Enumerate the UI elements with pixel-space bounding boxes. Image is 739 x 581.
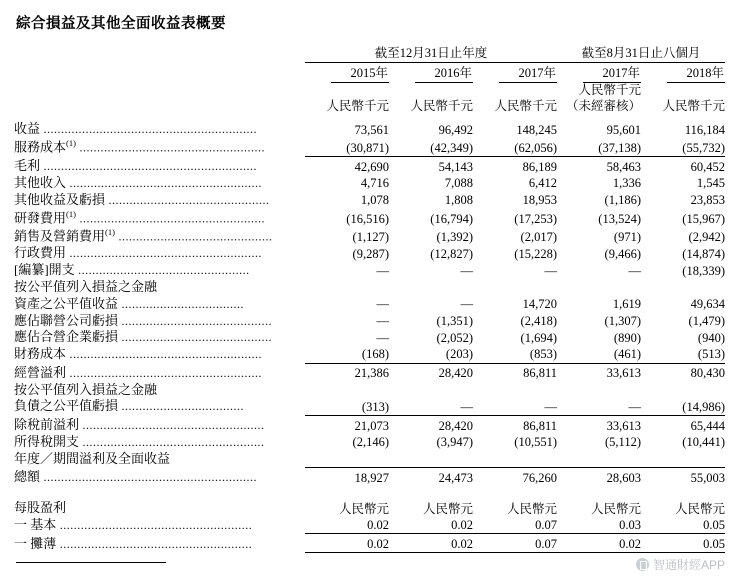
eps-closing-cell bbox=[473, 552, 557, 556]
eps-unit: 人民幣元 bbox=[590, 501, 641, 516]
app-logo-icon bbox=[636, 558, 649, 571]
row-value: — bbox=[544, 399, 557, 414]
leader-dots: ................................... bbox=[118, 296, 245, 311]
row-value: 95,601 bbox=[606, 122, 641, 137]
row-value bbox=[305, 451, 389, 468]
row-value: 7,088 bbox=[444, 176, 473, 191]
row-label bbox=[14, 138, 305, 156]
row-label-text: 按公平值列入損益之金融 bbox=[14, 381, 158, 397]
row-value: (15,967) bbox=[682, 211, 725, 226]
eps-value: 0.02 bbox=[367, 517, 389, 532]
row-value: (1,351) bbox=[436, 314, 473, 329]
footnote-marker: (1) bbox=[105, 226, 115, 237]
eps-unit: 人民幣元 bbox=[506, 501, 557, 516]
row-value bbox=[557, 382, 641, 399]
eps-value: 0.03 bbox=[619, 517, 641, 532]
row-value: 21,386 bbox=[305, 363, 389, 381]
table-row bbox=[14, 279, 725, 296]
row-value: (9,466) bbox=[604, 246, 641, 261]
row-value: — bbox=[544, 263, 557, 278]
row-value: — bbox=[460, 297, 473, 312]
table-row bbox=[14, 138, 725, 156]
table-row bbox=[14, 382, 725, 399]
row-value bbox=[473, 382, 557, 399]
table-row bbox=[14, 245, 725, 262]
row-value: (1,694) bbox=[520, 331, 557, 346]
row-label bbox=[14, 245, 305, 262]
row-value bbox=[389, 382, 473, 399]
row-value: — bbox=[376, 314, 389, 329]
row-value bbox=[641, 451, 725, 468]
eps-header-label: 每股盈利 bbox=[14, 499, 67, 515]
row-value: (1,127) bbox=[352, 229, 389, 244]
watermark bbox=[636, 556, 725, 573]
row-value: (203) bbox=[445, 347, 473, 362]
row-label bbox=[14, 468, 305, 486]
page-title: 綜合損益及其他全面收益表概要 bbox=[16, 16, 226, 32]
eps-section-spacer bbox=[14, 486, 725, 500]
eps-closing-cell bbox=[389, 552, 473, 556]
eps-value: 0.02 bbox=[557, 534, 641, 553]
row-value: (16,516) bbox=[346, 211, 389, 226]
leader-dots: ....................................................... bbox=[66, 347, 263, 362]
financial-summary-rows bbox=[14, 121, 725, 556]
group-header-annual: 截至12月31日止年度 bbox=[305, 43, 557, 63]
table-row bbox=[14, 175, 725, 192]
row-label-text: 應佔合營企業虧損 bbox=[14, 329, 119, 345]
row-value: 28,420 bbox=[389, 363, 473, 381]
row-value: (37,138) bbox=[598, 140, 641, 155]
table-row bbox=[14, 363, 725, 381]
row-value: 28,603 bbox=[557, 468, 641, 486]
row-value bbox=[641, 382, 725, 399]
eps-unit: 人民幣元 bbox=[674, 501, 725, 516]
row-value: 1,078 bbox=[360, 193, 389, 208]
row-value: — bbox=[460, 399, 473, 414]
eps-value: 0.02 bbox=[451, 517, 473, 532]
row-value: 1,336 bbox=[612, 176, 641, 191]
row-value: 73,561 bbox=[354, 122, 389, 137]
row-value: (17,253) bbox=[514, 211, 557, 226]
row-value: 86,811 bbox=[473, 415, 557, 433]
row-value: 6,412 bbox=[528, 176, 557, 191]
table-row bbox=[14, 415, 725, 433]
unit-header-2015: 人民幣千元 bbox=[326, 98, 389, 113]
row-value: 65,444 bbox=[641, 415, 725, 433]
row-label bbox=[14, 313, 305, 330]
row-label-text: 資產之公平值收益 bbox=[14, 295, 119, 311]
row-label-text: 除稅前溢利 bbox=[14, 416, 80, 432]
unit-header-spacer bbox=[14, 83, 305, 114]
table-row bbox=[14, 313, 725, 330]
row-value: — bbox=[460, 263, 473, 278]
row-value: (853) bbox=[529, 347, 557, 362]
eps-row bbox=[14, 534, 725, 553]
row-value: (3,947) bbox=[436, 435, 473, 450]
leader-dots: ....................................................... bbox=[56, 517, 253, 532]
row-value: 86,189 bbox=[473, 156, 557, 174]
row-value: 116,184 bbox=[684, 122, 725, 137]
leader-dots: ............................................................. bbox=[40, 158, 258, 173]
table-unit-header-row bbox=[14, 83, 725, 114]
row-value: 80,430 bbox=[641, 363, 725, 381]
row-value: (14,986) bbox=[682, 399, 725, 414]
row-value: — bbox=[376, 331, 389, 346]
row-value: (2,017) bbox=[520, 229, 557, 244]
leader-dots: .................................................... bbox=[79, 417, 265, 432]
year-header-2017-8m: 2017年 bbox=[557, 63, 641, 83]
table-row bbox=[14, 192, 725, 209]
row-label bbox=[14, 175, 305, 192]
row-value: 86,811 bbox=[473, 363, 557, 381]
row-label-text: 財務成本 bbox=[14, 346, 67, 362]
row-label-text: 其他收入 bbox=[14, 174, 67, 190]
row-label bbox=[14, 156, 305, 174]
row-value: 58,463 bbox=[557, 156, 641, 174]
row-label bbox=[14, 329, 305, 346]
row-label-text: 應佔聯營公司虧損 bbox=[14, 312, 119, 328]
row-value bbox=[641, 279, 725, 296]
row-value: 1,619 bbox=[612, 297, 641, 312]
row-value: 60,452 bbox=[641, 156, 725, 174]
unit-header-2017: 人民幣千元 bbox=[494, 98, 558, 113]
row-value: (5,112) bbox=[605, 435, 641, 450]
row-value: (1,392) bbox=[436, 229, 473, 244]
row-label-text: 行政費用 bbox=[14, 244, 67, 260]
row-label-text: 服務成本 bbox=[14, 139, 67, 155]
row-value: (13,524) bbox=[598, 211, 641, 226]
row-value: — bbox=[376, 297, 389, 312]
eps-value: 0.02 bbox=[389, 534, 473, 553]
table-row bbox=[14, 209, 725, 227]
row-value: (2,052) bbox=[436, 331, 473, 346]
row-label bbox=[14, 517, 305, 534]
row-value: 148,245 bbox=[516, 122, 557, 137]
row-value: (2,942) bbox=[688, 229, 725, 244]
row-value bbox=[305, 279, 389, 296]
row-label-text: 一 基本 bbox=[14, 516, 57, 532]
row-value bbox=[473, 279, 557, 296]
eps-closing-spacer bbox=[14, 552, 305, 556]
table-body bbox=[14, 114, 725, 121]
unit-header-2018-8m: 人民幣千元 bbox=[662, 98, 726, 113]
table-year-header-row bbox=[14, 63, 725, 83]
row-value: (16,794) bbox=[430, 211, 473, 226]
group-header-spacer bbox=[14, 43, 305, 63]
leader-dots: ....................................................... bbox=[66, 245, 263, 260]
row-value: 18,927 bbox=[305, 468, 389, 486]
table-row bbox=[14, 434, 725, 451]
table-group-header-row bbox=[14, 43, 725, 63]
row-label bbox=[14, 363, 305, 381]
eps-row bbox=[14, 517, 725, 534]
watermark-label: 智通財經APP bbox=[652, 558, 725, 572]
table-row bbox=[14, 227, 725, 245]
eps-unit: 人民幣元 bbox=[422, 501, 473, 516]
row-value: (55,732) bbox=[682, 140, 725, 155]
row-value: (9,287) bbox=[352, 246, 389, 261]
eps-value: 0.07 bbox=[535, 517, 557, 532]
row-value: (2,418) bbox=[520, 314, 557, 329]
row-value: 76,260 bbox=[473, 468, 557, 486]
unit-header-2017-8m: 人民幣千元 （未經審核） bbox=[566, 83, 642, 113]
row-label-text: 銷售及營銷費用 bbox=[14, 228, 106, 244]
year-header-2016: 2016年 bbox=[389, 63, 473, 83]
leader-dots: ................................................. bbox=[74, 262, 250, 277]
row-value bbox=[473, 451, 557, 468]
row-value: — bbox=[628, 263, 641, 278]
row-label bbox=[14, 451, 305, 468]
row-label bbox=[14, 279, 305, 296]
row-value: — bbox=[628, 399, 641, 414]
row-value: (1,186) bbox=[604, 193, 641, 208]
leader-dots: ........................................... bbox=[118, 330, 273, 345]
row-value bbox=[305, 382, 389, 399]
row-value: (42,349) bbox=[430, 140, 473, 155]
row-value: 96,492 bbox=[438, 122, 473, 137]
row-value: (10,441) bbox=[682, 435, 725, 450]
row-label bbox=[14, 227, 305, 245]
eps-closing-rule bbox=[14, 552, 725, 556]
footnote-marker: (1) bbox=[66, 138, 76, 149]
row-value: 4,716 bbox=[360, 176, 389, 191]
row-value: (10,551) bbox=[514, 435, 557, 450]
leader-dots: ........................................... bbox=[118, 313, 273, 328]
row-value: 49,634 bbox=[690, 297, 725, 312]
row-value: (1,479) bbox=[688, 314, 725, 329]
eps-unit: 人民幣元 bbox=[338, 501, 389, 516]
footnote-rule bbox=[16, 562, 166, 563]
leader-dots: ............................................................. bbox=[40, 122, 258, 137]
row-value: 1,545 bbox=[696, 176, 725, 191]
row-label-text: 一 攤薄 bbox=[14, 535, 57, 551]
row-value: — bbox=[376, 263, 389, 278]
row-value bbox=[557, 451, 641, 468]
eps-value: 0.05 bbox=[703, 517, 725, 532]
row-value bbox=[557, 279, 641, 296]
row-value: (62,056) bbox=[514, 140, 557, 155]
row-value: (313) bbox=[361, 399, 389, 414]
row-value: 33,613 bbox=[557, 363, 641, 381]
eps-value: 0.05 bbox=[641, 534, 725, 553]
row-label-text: [編纂]開支 bbox=[14, 261, 75, 277]
row-label bbox=[14, 192, 305, 209]
leader-dots: ..................................................... bbox=[75, 140, 265, 155]
row-label bbox=[14, 398, 305, 415]
row-value: 23,853 bbox=[690, 193, 725, 208]
row-value: (890) bbox=[613, 331, 641, 346]
row-value: (14,874) bbox=[682, 246, 725, 261]
row-value: (168) bbox=[361, 347, 389, 362]
header-body-spacer bbox=[14, 114, 725, 121]
row-value: 42,690 bbox=[305, 156, 389, 174]
row-label bbox=[14, 382, 305, 399]
row-value: (12,827) bbox=[430, 246, 473, 261]
leader-dots: .................................................... bbox=[79, 434, 265, 449]
row-value: (2,146) bbox=[352, 435, 389, 450]
row-label-text: 負債之公平值虧損 bbox=[14, 398, 119, 414]
leader-dots: .............................................. bbox=[105, 192, 270, 207]
table-row bbox=[14, 468, 725, 486]
row-value: 21,073 bbox=[305, 415, 389, 433]
financial-summary-table bbox=[14, 43, 725, 121]
row-value: (513) bbox=[697, 347, 725, 362]
table-row bbox=[14, 296, 725, 313]
row-label-text: 收益 bbox=[14, 121, 41, 137]
row-label-text: 毛利 bbox=[14, 157, 41, 173]
row-value: (1,307) bbox=[604, 314, 641, 329]
row-value: 18,953 bbox=[522, 193, 557, 208]
eps-closing-cell bbox=[305, 552, 389, 556]
row-label bbox=[14, 346, 305, 363]
leader-dots: ....................................................... bbox=[66, 175, 263, 190]
row-value: (461) bbox=[613, 347, 641, 362]
year-header-2018-8m: 2018年 bbox=[641, 63, 725, 83]
unit-header-2016: 人民幣千元 bbox=[410, 98, 473, 113]
row-value: 14,720 bbox=[522, 297, 557, 312]
row-value: (971) bbox=[613, 229, 641, 244]
leader-dots: ..................................................... bbox=[75, 210, 265, 225]
row-label bbox=[14, 415, 305, 433]
row-label-text: 總額 bbox=[14, 469, 41, 485]
row-value: 54,143 bbox=[389, 156, 473, 174]
row-value bbox=[389, 279, 473, 296]
footnote-marker: (1) bbox=[66, 208, 76, 219]
group-header-eight-months: 截至8月31日止八個月 bbox=[557, 43, 725, 63]
leader-dots: ....................................................... bbox=[66, 365, 263, 380]
row-value: 33,613 bbox=[557, 415, 641, 433]
row-value: (30,871) bbox=[346, 140, 389, 155]
row-value bbox=[389, 451, 473, 468]
table-row bbox=[14, 451, 725, 468]
eps-header-row bbox=[14, 500, 725, 517]
row-label-text: 其他收益及虧損 bbox=[14, 191, 106, 207]
row-value: 1,808 bbox=[444, 193, 473, 208]
table-row bbox=[14, 156, 725, 174]
row-label-text: 所得稅開支 bbox=[14, 433, 80, 449]
row-label bbox=[14, 209, 305, 227]
eps-closing-cell bbox=[557, 552, 641, 556]
table-row bbox=[14, 262, 725, 279]
row-label-text: 年度／期間溢利及全面收益 bbox=[14, 450, 171, 466]
table-row bbox=[14, 398, 725, 415]
table-row bbox=[14, 329, 725, 346]
eps-value: 0.07 bbox=[473, 534, 557, 553]
row-value: (18,339) bbox=[682, 263, 725, 278]
row-value: 28,420 bbox=[389, 415, 473, 433]
year-header-2015: 2015年 bbox=[305, 63, 389, 83]
row-value: (940) bbox=[697, 331, 725, 346]
row-label bbox=[14, 262, 305, 279]
leader-dots: ............................................................. bbox=[40, 470, 258, 485]
row-value: 24,473 bbox=[389, 468, 473, 486]
row-label bbox=[14, 434, 305, 451]
table-row bbox=[14, 121, 725, 138]
row-label bbox=[14, 121, 305, 138]
leader-dots: ................................... bbox=[118, 399, 245, 414]
year-header-2017: 2017年 bbox=[473, 63, 557, 83]
row-label-text: 按公平值列入損益之金融 bbox=[14, 278, 158, 294]
year-header-spacer bbox=[14, 63, 305, 83]
row-label bbox=[14, 296, 305, 313]
leader-dots: ....................................................... bbox=[56, 536, 253, 551]
row-label-text: 經營溢利 bbox=[14, 364, 67, 380]
row-value: 55,003 bbox=[641, 468, 725, 486]
row-value: (15,228) bbox=[514, 246, 557, 261]
row-label-text: 研發費用 bbox=[14, 209, 67, 225]
row-label bbox=[14, 534, 305, 553]
leader-dots: ............................................ bbox=[114, 229, 273, 244]
table-rows-body bbox=[14, 121, 725, 556]
table-row bbox=[14, 346, 725, 363]
eps-value: 0.02 bbox=[305, 534, 389, 553]
